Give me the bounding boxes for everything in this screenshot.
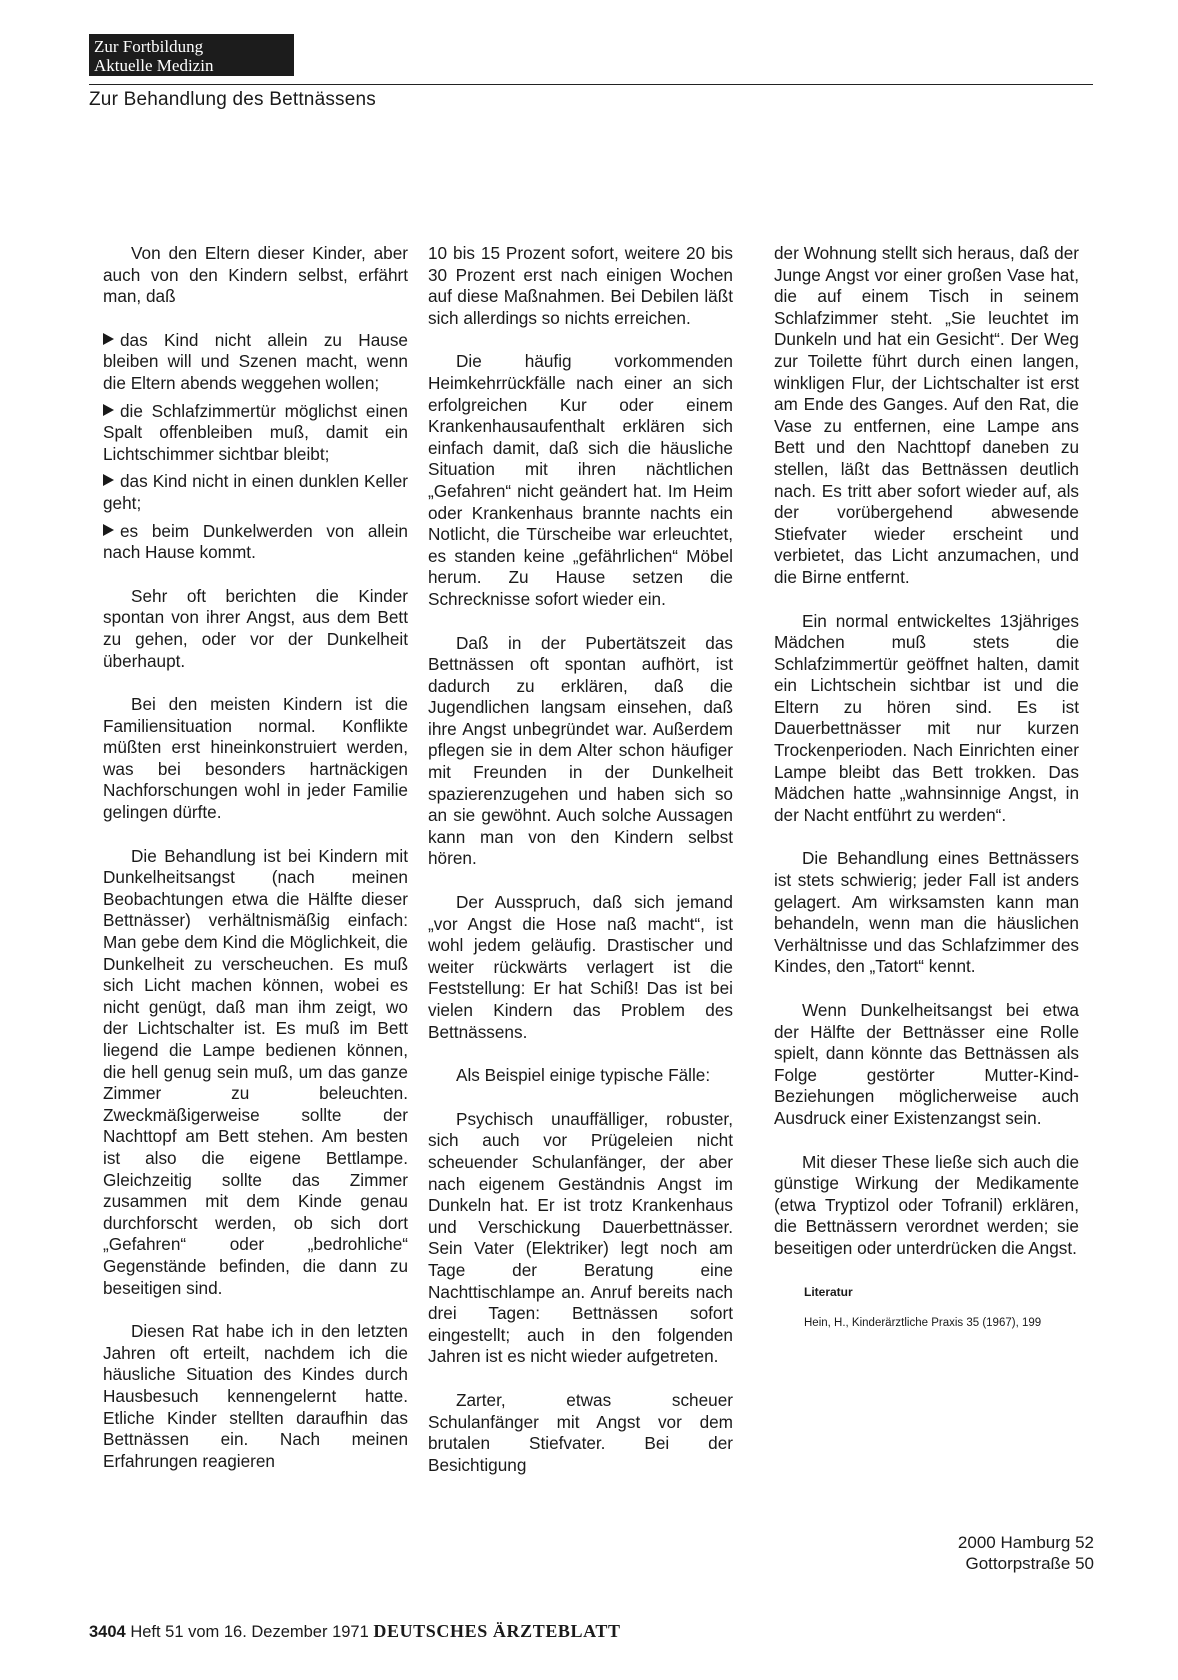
- bullet-text-4: es beim Dunkelwerden von allein nach Hause kommt.: [103, 520, 408, 563]
- literature-item: Hein, H., Kinderärztliche Praxis 35 (1967), 199: [804, 1317, 1042, 1330]
- col1-paragraph-2: Sehr oft berichten die Kinder spontan von ihrer Angst, aus dem Bett zu gehen, oder vor der Dunkelheit überhaupt.: [103, 585, 408, 671]
- col2-paragraph-3: Daß in der Pubertätszeit das Bettnässen oft spontan aufhört, ist dadurch zu erklären, daß die Jugendlichen langsam einsehen, daß ihre Angst unbegründet war. Außerdem pflegen sie in dem Alter schon häufiger mit Freunden in der Dunkelheit spazierenzugehen und haben sich so an sie gewöhnt. Auch solche Aussagen kann man von den Kindern selbst hören.: [428, 632, 733, 869]
- column-2: [428, 243, 733, 1476]
- issue-info: Heft 51 vom 16. Dezember 1971: [130, 1623, 369, 1641]
- col2-paragraph-5: Als Beispiel einige typische Fälle:: [456, 1065, 711, 1086]
- address-line-1: 2000 Hamburg 52: [957, 1533, 1094, 1552]
- col2-paragraph-2: Die häufig vorkommenden Heimkehrrückfälle nach einer an sich erfolgreichen Kur oder einem Krankenhausaufenthalt erklären sich einfach damit, daß sich die häusliche Situation mit ihren nächtlichen „Gefahren“ nicht geändert hat. Im Heim oder Krankenhaus brannte nachts ein Notlicht, die Türscheibe war erleuchtet, es standen keine „gefährlichen“ Möbel herum. Zu Hause setzen die Schrecknisse sofort wieder ein.: [428, 351, 733, 609]
- col3-paragraph-4: Wenn Dunkelheitsangst bei etwa der Hälfte der Bettnässer eine Rolle spielt, dann könnte das Bettnässen als Folge gestörter Mutter-Kind-Beziehungen möglicherweise auch Ausdruck einer Existenzangst sein.: [774, 1000, 1079, 1128]
- article-title: Zur Behandlung des Bettnässens: [89, 89, 376, 110]
- column-3: [774, 243, 1079, 1335]
- section-tag: [89, 34, 294, 76]
- section-line-1: Zur Fortbildung: [94, 37, 204, 56]
- col3-paragraph-1: der Wohnung stellt sich heraus, daß der Junge Angst vor einer großen Vase hat, die auf einem Tisch in seinem Schlafzimmer steht. „Sie leuchtet im Dunkeln und hat ein Gesicht“. Der Weg zur Toilette führt durch einen langen, winkligen Flur, der Lichtschalter ist erst am Ende des Ganges. Auf den Rat, die Vase zu entfernen, eine Lampe ans Bett und den Nachttopf daneben zu stellen, läßt das Bettnässen deutlich nach. Es tritt aber sofort wieder auf, als der vorübergehend abwesende Stiefvater wieder erscheint und verbietet, das Licht anzumachen, und die Birne entfernt.: [774, 243, 1079, 587]
- col3-paragraph-3: Die Behandlung eines Bettnässers ist stets schwierig; jeder Fall ist anders gelagert. Am wirksamsten kann man behandeln, wenn man die häuslichen Verhältnisse und das Schlafzimmer des Kindes, den „Tatort“ kennt.: [774, 848, 1079, 977]
- col2-paragraph-7: Zarter, etwas scheuer Schulanfänger mit Angst vor dem brutalen Stiefvater. Bei der Besichtigung: [428, 1389, 733, 1475]
- bullet-item-2: [103, 401, 408, 466]
- journal-name: DEUTSCHES ÄRZTEBLATT: [373, 1621, 621, 1641]
- col1-paragraph-3: Bei den meisten Kindern ist die Familiensituation normal. Konflikte müßten erst hineinkonstruiert werden, was bei besonders hartnäckigen Nachforschungen wohl in jeder Familie gelingen dürfte.: [103, 694, 408, 823]
- bullet-item-3: [103, 471, 408, 514]
- col2-paragraph-1: 10 bis 15 Prozent sofort, weitere 20 bis 30 Prozent erst nach einigen Wochen auf diese Maßnahmen. Bei Debilen läßt sich allerdings so nichts erreichen.: [428, 243, 733, 328]
- triangle-bullet-icon: [103, 524, 114, 536]
- author-address: [944, 1532, 1094, 1574]
- col2-paragraph-6: Psychisch unauffälliger, robuster, sich auch vor Prügeleien nicht scheuender Schulanfänger, der aber nach eigenem Geständnis Angst im Dunkeln hat. Er ist trotz Krankenhaus und Verschickung Dauerbettnässer. Sein Vater (Elektriker) legt noch am Tage der Beratung eine Nachttischlampe an. Anruf bereits nach drei Tagen: Bettnässen sofort eingestellt; auch in den folgenden Jahren ist es nicht wieder aufgetreten.: [428, 1108, 733, 1367]
- literature-heading: Literatur: [804, 1284, 853, 1299]
- triangle-bullet-icon: [103, 474, 114, 486]
- bullet-text-2: die Schlafzimmertür möglichst einen Spalt offenbleiben muß, damit ein Lichtschimmer sichtbar bleibt;: [103, 400, 408, 464]
- header-rule: [89, 84, 1093, 85]
- triangle-bullet-icon: [103, 333, 114, 345]
- triangle-bullet-icon: [103, 404, 114, 416]
- col1-paragraph-4: Die Behandlung ist bei Kindern mit Dunkelheitsangst (nach meinen Beobachtungen etwa die Hälfte dieser Bettnässer) verhältnismäßig einfach: Man gebe dem Kind die Möglichkeit, die Dunkelheit zu verscheuchen. Es muß sich Licht machen können, wobei es nicht genügt, daß man ihm zeigt, wo der Lichtschalter ist. Es muß im Bett liegend die Lampe bedienen können, die hell genug sein muß, um das ganze Zimmer zu beleuchten. Zweckmäßigerweise sollte der Nachttopf am Bett stehen. Am besten ist also die eigene Bettlampe. Gleichzeitig sollte das Zimmer zusammen mit dem Kinde genau durchforscht werden, ob sich dort „Gefahren“ oder „bedrohliche“ Gegenstände befinden, die dann zu beseitigen sind.: [103, 845, 408, 1298]
- page-footer: [89, 1621, 621, 1642]
- col2-paragraph-4: Der Ausspruch, daß sich jemand „vor Angst die Hose naß macht“, ist wohl jedem geläufig. Drastischer und weiter rückwärts verlagert ist die Feststellung: Er hat Schiß! Das ist bei vielen Kindern das Problem des Bettnässens.: [428, 892, 733, 1042]
- col3-paragraph-2: Ein normal entwickeltes 13jähriges Mädchen muß stets die Schlafzimmertür geöffnet halten, damit ein Lichtschein sichtbar ist und die Eltern zu hören sind. Es ist Dauerbettnässer mit nur kurzen Trockenperioden. Nach Einrichten einer Lampe bleibt das Bett trokken. Das Mädchen hatte „wahnsinnige Angst, in der Nacht entführt zu werden“.: [774, 610, 1079, 825]
- bullet-item-4: [103, 521, 408, 564]
- bullet-text-1: das Kind nicht allein zu Hause bleiben will und Szenen macht, wenn die Eltern abends weggehen wollen;: [103, 329, 408, 393]
- address-line-2: Gottorpstraße 50: [965, 1554, 1094, 1573]
- col3-paragraph-5: Mit dieser These ließe sich auch die günstige Wirkung der Medikamente (etwa Tryptizol oder Tofranil) erklären, die Bettnässern verordnet werden; sie beseitigen oder unterdrücken die Angst.: [774, 1151, 1079, 1258]
- section-line-2: Aktuelle Medizin: [94, 56, 214, 75]
- page-number: 3404: [89, 1623, 126, 1641]
- bullet-item-1: [103, 330, 408, 395]
- bullet-text-3: das Kind nicht in einen dunklen Keller geht;: [103, 471, 408, 513]
- column-1: [103, 243, 408, 1472]
- col1-paragraph-1: Von den Eltern dieser Kinder, aber auch von den Kindern selbst, erfährt man, daß: [103, 243, 408, 307]
- col1-paragraph-5: Diesen Rat habe ich in den letzten Jahren oft erteilt, nachdem ich die häusliche Situation des Kindes durch Hausbesuch kennengelernt hatte. Etliche Kinder stellten daraufhin das Bettnässen ein. Nach meinen Erfahrungen reagieren: [103, 1321, 408, 1471]
